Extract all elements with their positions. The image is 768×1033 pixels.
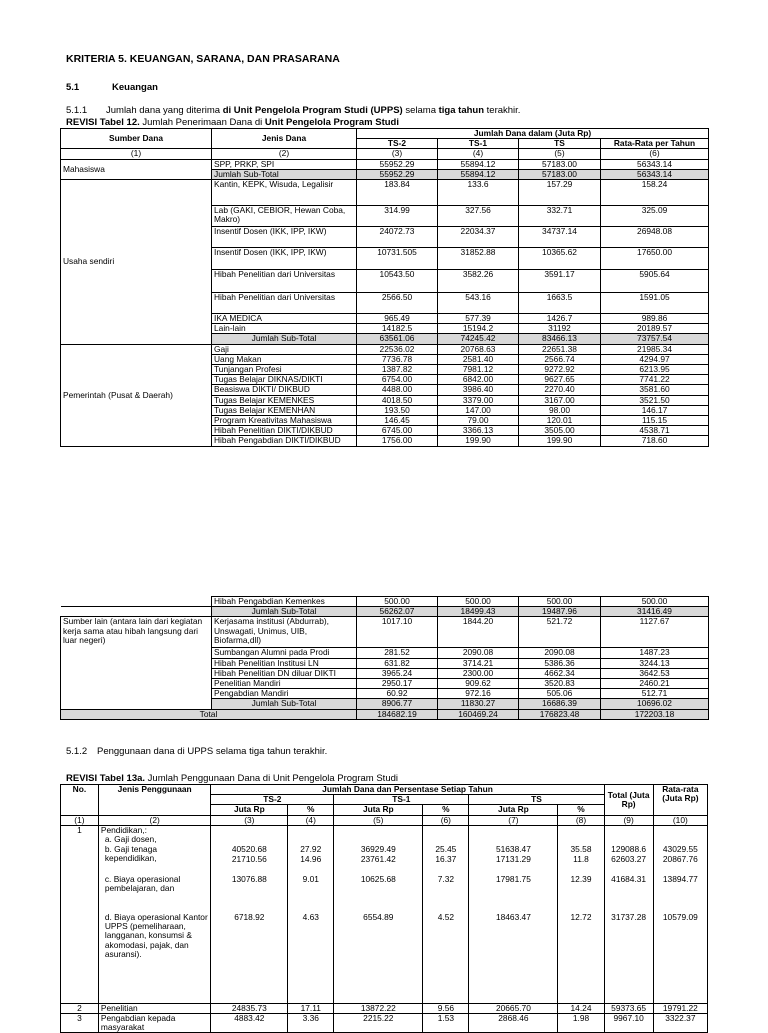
table-row: Sumbangan Alumni pada Prodi 281.52 2090.08 2090.08 1487.23 xyxy=(61,648,709,658)
header-rata-rata: Rata-Rata per Tahun xyxy=(601,139,709,149)
table-row: Lain-lain 14182.5 15194.2 31192 20189.57 xyxy=(61,324,709,334)
section-number: 5.1 xyxy=(66,82,80,93)
section-title: Keuangan xyxy=(112,82,158,93)
table-row: Sumber lain (antara lain dari kegiatan kerja sama atau hibah langsung dari luar negeri) Kerjasama institusi (Abdurrab), Unswagati, Unimus, UIB, Biofarma,dll) 1017.10 1844.20 521.72 1127.67 xyxy=(61,617,709,648)
subsection-512-text: Penggunaan dana di UPPS selama tiga tahun terakhir. xyxy=(97,746,328,757)
table-row: Hibah Pengabdian Kemenkes 500.00 500.00 500.00 500.00 xyxy=(61,597,709,607)
table-row: Tunjangan Profesi 1387.82 7981.12 9272.92 6213.95 xyxy=(61,365,709,375)
header-rata-rata: Rata-rata (Juta Rp) xyxy=(653,785,707,816)
table-13a xyxy=(60,784,708,1033)
header-ts2: TS-2 xyxy=(357,139,438,149)
header-ts1: TS-1 xyxy=(334,795,469,805)
header-no: No. xyxy=(61,785,99,816)
header-juta-rp: Juta Rp xyxy=(334,805,423,815)
index-row: (1) (2) (3) (4) (5) (6) xyxy=(61,149,709,159)
table-row: Hibah Penelitian DIKTI/DIKBUD 6745.00 3366.13 3505.00 4538.71 xyxy=(61,426,709,436)
table-row: Insentif Dosen (IKK, IPP, IKW) 24072.73 22034.37 34737.14 26948.08 xyxy=(61,227,709,248)
table-row: Program Kreativitas Mahasiswa 146.45 79.00 120.01 115.15 xyxy=(61,416,709,426)
table-12 xyxy=(60,128,709,447)
table-row: Usaha sendiri Kantin, KEPK, Wisuda, Legalisir 183.84 133.6 157.29 158.24 xyxy=(61,180,709,206)
table-row: Hibah Penelitian Institusi LN 631.82 3714.21 5386.36 3244.13 xyxy=(61,658,709,668)
table-row: Lab (GAKI, CEBIOR, Hewan Coba, Makro) 314.99 327.56 332.71 325.09 xyxy=(61,206,709,227)
table-12-caption: REVISI Tabel 12. Jumlah Penerimaan Dana di Unit Pengelola Program Studi xyxy=(66,117,399,128)
table-row: 3 Pengabdian kepada masyarakat 4883.42 3.36 2215.22 1.53 2868.46 1.98 9967.10 3322.37 xyxy=(61,1014,708,1033)
table-row: Hibah Pengabdian DIKTI/DIKBUD 1756.00 199.90 199.90 718.60 xyxy=(61,436,709,446)
subsection-511-text: Jumlah dana yang diterima di Unit Pengelola Program Studi (UPPS) selama tiga tahun terakhir. xyxy=(106,105,521,116)
table-row: Tugas Belajar KEMENHAN 193.50 147.00 98.00 146.17 xyxy=(61,405,709,415)
table-row: Penelitian Mandiri 2950.17 909.62 3520.83 2460.21 xyxy=(61,679,709,689)
table-row: Uang Makan 7736.78 2581.40 2566.74 4294.97 xyxy=(61,354,709,364)
group-sumber-lain: Sumber lain (antara lain dari kegiatan kerja sama atau hibah langsung dari luar negeri) xyxy=(61,617,212,709)
subsection-512-number: 5.1.2 xyxy=(66,746,88,757)
group-usaha-sendiri: Usaha sendiri xyxy=(61,180,212,345)
header-jenis-penggunaan: Jenis Penggunaan xyxy=(98,785,211,816)
header-ts: TS xyxy=(519,139,601,149)
header-total: Total (Juta Rp) xyxy=(604,785,653,816)
header-ts: TS xyxy=(469,795,604,805)
header-pct: % xyxy=(423,805,469,815)
subtotal-row: Jumlah Sub-Total 56262.07 18499.43 19487.96 31416.49 xyxy=(61,607,709,617)
table-row: Tugas Belajar DIKNAS/DIKTI 6754.00 6842.00 9627.65 7741.22 xyxy=(61,375,709,385)
table-row: Pemerintah (Pusat & Daerah) Gaji 22536.02 20768.63 22651.38 21985.34 xyxy=(61,344,709,354)
table-row: Insentif Dosen (IKK, IPP, IKW) 10731.505 31852.88 10365.62 17650.00 xyxy=(61,248,709,270)
table-row: Hibah Penelitian dari Universitas 2566.50 543.16 1663.5 1591.05 xyxy=(61,293,709,314)
header-ts1: TS-1 xyxy=(438,139,519,149)
subtotal-row: Jumlah Sub-Total 8906.77 11830.27 16686.39 10696.02 xyxy=(61,699,709,709)
header-jumlah-dana: Jumlah Dana dalam (Juta Rp) xyxy=(357,129,709,139)
subtotal-row: Jumlah Sub-Total 55952.29 55894.12 57183.00 56343.14 xyxy=(61,169,709,179)
table-12-continued xyxy=(60,596,709,720)
table-row: Hibah Penelitian DN diluar DIKTI 3965.24 2300.00 4662.34 3642.53 xyxy=(61,668,709,678)
table-13a-caption: REVISI Tabel 13a. Jumlah Penggunaan Dana di Unit Pengelola Program Studi xyxy=(66,773,398,784)
header-jumlah-dana-persentase: Jumlah Dana dan Persentase Setiap Tahun xyxy=(211,785,604,795)
page-heading: KRITERIA 5. KEUANGAN, SARANA, DAN PRASARANA xyxy=(66,53,340,65)
index-row: (1) (2) (3) (4) (5) (6) (7) (8) (9) (10) xyxy=(61,815,708,825)
header-sumber-dana: Sumber Dana xyxy=(61,129,212,149)
header-juta-rp: Juta Rp xyxy=(211,805,288,815)
total-row: Total 184682.19 160469.24 176823.48 172203.18 xyxy=(61,709,709,719)
header-pct: % xyxy=(288,805,334,815)
header-jenis-dana: Jenis Dana xyxy=(212,129,357,149)
table-row: 2 Penelitian 24835.73 17.11 13872.22 9.56 20665.70 14.24 59373.65 19791.22 xyxy=(61,1003,708,1013)
group-mahasiswa: Mahasiswa xyxy=(61,159,212,179)
header-juta-rp: Juta Rp xyxy=(469,805,558,815)
table-row: Tugas Belajar KEMENKES 4018.50 3379.00 3167.00 3521.50 xyxy=(61,395,709,405)
group-pemerintah: Pemerintah (Pusat & Daerah) xyxy=(61,344,212,446)
subtotal-row: Jumlah Sub-Total 63561.06 74245.42 83466.13 73757.54 xyxy=(61,334,709,344)
table-row: 1 Pendidikan,: a. Gaji dosen, b. Gaji tenaga kependidikan, c. Biaya operasional pembelajaran, dan d. Biaya operasional Kantor UPPS (pemeliharaan, langganan, konsumsi & akomodasi, pajak, dan asuransi). 40520.68 21710.56 13076.88 6718.92 27.92 14.96 9.01 4.63 36929.49 23761.42 10625.68 6554.89 25.45 16.37 7.32 4.52 51638.47 17131.29 17981.75 18463.47 35.58 11.8 12.39 12.72 129088.6 62603.27 41684.31 31737.28 43029.55 20867.76 13894.77 10579.09 xyxy=(61,825,708,1003)
table-row: Mahasiswa SPP, PRKP, SPI 55952.29 55894.12 57183.00 56343.14 xyxy=(61,159,709,169)
header-pct: % xyxy=(558,805,604,815)
table-row: Beasiswa DIKTI/ DIKBUD 4488.00 3986.40 2270.40 3581.60 xyxy=(61,385,709,395)
table-row: Pengabdian Mandiri 60.92 972.16 505.06 512.71 xyxy=(61,689,709,699)
header-ts2: TS-2 xyxy=(211,795,334,805)
table-row: IKA MEDICA 965.49 577.39 1426.7 989.86 xyxy=(61,314,709,324)
table-row: Hibah Penelitian dari Universitas 10543.50 3582.26 3591.17 5905.64 xyxy=(61,270,709,293)
subsection-511-number: 5.1.1 xyxy=(66,105,88,116)
